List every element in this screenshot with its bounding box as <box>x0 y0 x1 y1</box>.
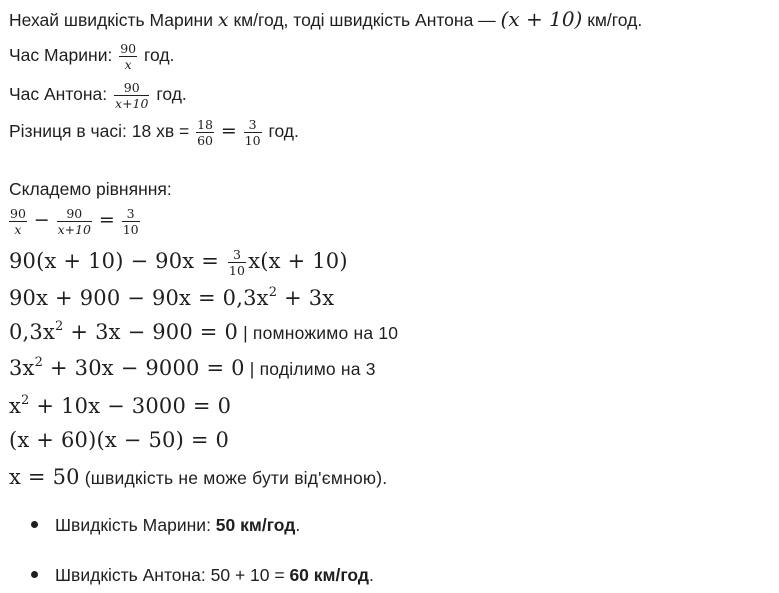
eq5-left: 3x <box>9 356 35 380</box>
equation-line-6 <box>9 394 231 418</box>
time-difference-unit: год. <box>268 121 299 142</box>
equation-line-8 <box>9 465 387 490</box>
result-marina-label: Швидкість Марини: <box>55 515 216 535</box>
fraction-denominator: 10 <box>228 263 246 278</box>
intro-text-3: км/год. <box>587 10 643 30</box>
fraction-numerator: 90 <box>120 41 137 56</box>
result-anton-end: . <box>368 565 374 585</box>
marina-time-fraction <box>119 42 137 71</box>
eq2-fraction <box>228 248 246 277</box>
eq8-expr: x = 50 <box>9 465 80 489</box>
equation-line-3 <box>9 286 334 310</box>
intro-text-1: Нехай швидкість Марини <box>9 10 213 30</box>
bullet-dot-2 <box>31 571 38 578</box>
result-anton-label: Швидкість Антона: 50 + 10 = <box>55 565 290 585</box>
equation-line-7 <box>9 428 229 452</box>
fraction-numerator: 90 <box>57 207 92 222</box>
difference-fraction-1 <box>196 118 214 147</box>
fraction-numerator: 3 <box>244 118 262 133</box>
fraction-numerator: 3 <box>228 248 246 263</box>
eq3-left: 90x + 900 − 90x = 0,3x <box>9 286 269 310</box>
equals-sign: = <box>220 120 237 143</box>
fraction-denominator: x+10 <box>57 222 92 237</box>
eq3-exponent: 2 <box>268 285 278 300</box>
eq6-exponent: 2 <box>21 393 30 408</box>
eq2-right: x(x + 10) <box>248 249 348 273</box>
intro-line <box>9 7 642 32</box>
eq1-fraction-a <box>9 207 27 236</box>
fraction-denominator: x <box>124 57 132 72</box>
marina-time-unit: год. <box>143 45 175 66</box>
fraction-denominator: 10 <box>122 222 139 237</box>
fraction-numerator: 3 <box>122 207 140 222</box>
fraction-numerator: 90 <box>10 206 26 221</box>
result-anton-value: 60 км/год <box>289 565 369 585</box>
equals-sign: = <box>98 209 115 232</box>
anton-time-fraction <box>114 81 149 110</box>
fraction-numerator: 90 <box>114 81 149 96</box>
eq5-right: + 30x − 9000 = 0 <box>49 356 245 380</box>
fraction-denominator: 10 <box>244 133 261 148</box>
eq1-fraction-c <box>122 207 140 236</box>
eq2-left: 90(x + 10) − 90x = <box>9 249 220 273</box>
equation-heading: Складемо рівняння: <box>9 179 172 199</box>
eq5-note: | поділимо на 3 <box>244 359 376 379</box>
result-marina <box>55 513 300 537</box>
eq7-expr: (x + 60)(x − 50) = 0 <box>9 428 230 452</box>
anton-time-label: Час Антона: <box>9 84 108 105</box>
anton-time-line <box>9 81 187 110</box>
marina-time-line <box>9 42 174 71</box>
intro-anton-expr: (x + 10) <box>500 7 583 31</box>
equation-line-4 <box>9 320 398 345</box>
bullet-dot-1 <box>31 521 38 528</box>
result-marina-value: 50 км/год <box>215 515 296 535</box>
time-difference-line <box>9 118 299 147</box>
equation-line-1 <box>9 207 142 236</box>
fraction-denominator: x <box>14 222 22 237</box>
eq1-fraction-b <box>57 207 92 236</box>
equation-line-2 <box>9 248 348 277</box>
result-anton <box>55 563 374 587</box>
eq4-right: + 3x − 900 = 0 <box>70 320 239 344</box>
eq4-left: 0,3x <box>9 320 56 344</box>
anton-time-unit: год. <box>156 84 187 105</box>
difference-fraction-2 <box>244 118 262 147</box>
result-marina-end: . <box>295 515 301 535</box>
fraction-denominator: 60 <box>197 133 213 148</box>
eq8-note: (швидкість не може бути від'ємною). <box>79 468 388 488</box>
minus-sign: − <box>33 209 50 232</box>
time-difference-label: Різниця в часі: 18 хв = <box>9 121 190 142</box>
eq5-exponent: 2 <box>34 355 44 370</box>
fraction-denominator: x+10 <box>115 96 149 111</box>
fraction-numerator: 18 <box>197 117 213 132</box>
marina-time-label: Час Марини: <box>9 45 113 66</box>
eq6-left: x <box>9 394 22 418</box>
eq4-exponent: 2 <box>55 319 64 334</box>
intro-var-x: x <box>217 9 229 31</box>
equation-line-5 <box>9 356 376 381</box>
eq4-note: | помножимо на 10 <box>238 323 399 343</box>
eq3-right: + 3x <box>284 286 335 310</box>
eq6-right: + 10x − 3000 = 0 <box>36 394 232 418</box>
intro-text-2: км/год, тоді швидкість Антона — <box>233 10 496 30</box>
